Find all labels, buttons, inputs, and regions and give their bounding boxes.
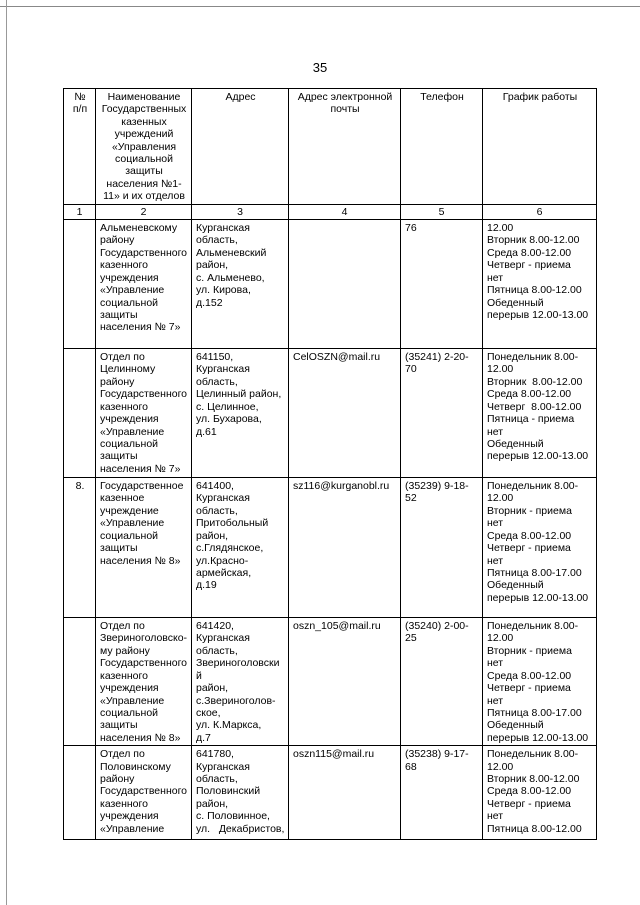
header-schedule: График работы bbox=[483, 89, 597, 205]
table-row bbox=[64, 349, 597, 478]
institution-schedule: Понедельник 8.00- 12.00 Вторник 8.00-12.00 Среда 8.00-12.00 Четверг 8.00-12.00 Пятница - приема нет Обеденный перерыв 12.00-13.00 bbox=[483, 349, 597, 478]
institution-address: 641780, Курганская область, Половинский район, с. Половинное, ул. Декабристов, bbox=[192, 746, 289, 840]
table-row bbox=[64, 618, 597, 746]
header-email: Адрес электронной почты bbox=[289, 89, 401, 205]
institution-phone: 76 bbox=[401, 220, 483, 349]
column-index-row bbox=[64, 204, 597, 219]
table-row bbox=[64, 220, 597, 349]
institution-email bbox=[289, 220, 401, 349]
header-num: № п/п bbox=[64, 89, 96, 205]
institution-name: Альменевскому району Государственного казенного учреждения «Управление социальной защиты населения № 7» bbox=[96, 220, 192, 349]
institution-phone: (35241) 2-20- 70 bbox=[401, 349, 483, 478]
institution-phone: (35240) 2-00- 25 bbox=[401, 618, 483, 746]
table-row bbox=[64, 478, 597, 618]
institution-address: 641420, Курганская область, Звериноголовский район, с.Звериноголов- ское, ул. К.Маркса, д.7 bbox=[192, 618, 289, 746]
institutions-table bbox=[63, 88, 597, 840]
row-number bbox=[64, 746, 96, 840]
column-index: 6 bbox=[483, 204, 597, 219]
column-index: 1 bbox=[64, 204, 96, 219]
column-index: 5 bbox=[401, 204, 483, 219]
institution-email: sz116@kurganobl.ru bbox=[289, 478, 401, 618]
table-row bbox=[64, 746, 597, 840]
row-number bbox=[64, 349, 96, 478]
header-name: Наименование Государственных казенных учреждений «Управления социальной защиты населения №1- 11» и их отделов bbox=[96, 89, 192, 205]
institution-name: Государственное казенное учреждение «Управление социальной защиты населения № 8» bbox=[96, 478, 192, 618]
page-number: 35 bbox=[312, 60, 328, 75]
row-number bbox=[64, 220, 96, 349]
institution-address: 641400, Курганская область, Притобольный район, с.Глядянское, ул.Красно- армейская, д.19 bbox=[192, 478, 289, 618]
institution-email: oszn115@mail.ru bbox=[289, 746, 401, 840]
row-number bbox=[64, 618, 96, 746]
institution-phone: (35239) 9-18- 52 bbox=[401, 478, 483, 618]
institution-email: CelOSZN@mail.ru bbox=[289, 349, 401, 478]
row-number: 8. bbox=[64, 478, 96, 618]
column-index: 2 bbox=[96, 204, 192, 219]
institution-name: Отдел по Целинному району Государственного казенного учреждения «Управление социальной защиты населения № 7» bbox=[96, 349, 192, 478]
institution-address: Курганская область, Альменевский район, с. Альменево, ул. Кирова, д.152 bbox=[192, 220, 289, 349]
column-index: 3 bbox=[192, 204, 289, 219]
institution-address: 641150, Курганская область, Целинный район, с. Целинное, ул. Бухарова, д.61 bbox=[192, 349, 289, 478]
institution-schedule: Понедельник 8.00- 12.00 Вторник - приема нет Среда 8.00-12.00 Четверг - приема нет Пятница 8.00-17.00 Обеденный перерыв 12.00-13.00 bbox=[483, 618, 597, 746]
page-left-edge bbox=[6, 0, 7, 905]
institution-name: Отдел по Звериноголовско- му району Государственного казенного учреждения «Управление социальной защиты населения № 8» bbox=[96, 618, 192, 746]
institution-schedule: Понедельник 8.00- 12.00 Вторник 8.00-12.00 Среда 8.00-12.00 Четверг - приема нет Пятница 8.00-12.00 bbox=[483, 746, 597, 840]
page-top-edge bbox=[0, 6, 640, 7]
institution-email: oszn_105@mail.ru bbox=[289, 618, 401, 746]
institution-name: Отдел по Половинскому району Государственного казенного учреждения «Управление bbox=[96, 746, 192, 840]
institution-phone: (35238) 9-17- 68 bbox=[401, 746, 483, 840]
header-address: Адрес bbox=[192, 89, 289, 205]
column-index: 4 bbox=[289, 204, 401, 219]
table-header-row bbox=[64, 89, 597, 205]
institution-schedule: Понедельник 8.00- 12.00 Вторник - приема нет Среда 8.00-12.00 Четверг - приема нет Пятница 8.00-17.00 Обеденный перерыв 12.00-13.00 bbox=[483, 478, 597, 618]
header-phone: Телефон bbox=[401, 89, 483, 205]
institution-schedule: 12.00 Вторник 8.00-12.00 Среда 8.00-12.00 Четверг - приема нет Пятница 8.00-12.00 Обеденный перерыв 12.00-13.00 bbox=[483, 220, 597, 349]
